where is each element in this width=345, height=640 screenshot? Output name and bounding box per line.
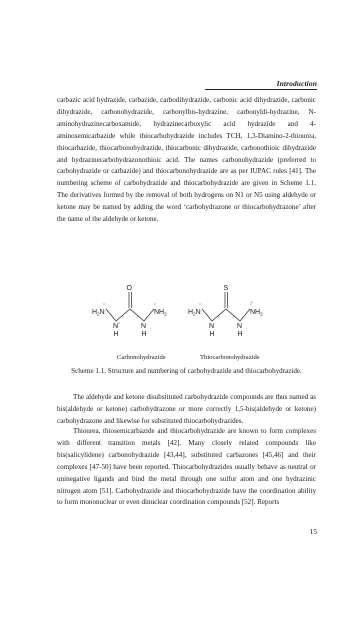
carbonohydrazide-label: Carbonohydrazide <box>117 354 166 361</box>
running-header-title: Introduction <box>276 79 317 88</box>
thiocarbonohydrazide-diagram <box>186 272 266 352</box>
svg-text:H2N: $H_2N$ <box>188 309 201 317</box>
paragraph-complexes: Thiourea, thiosemicarbazide and thiocarbohydrazide are known to form complexes with different transition metals [42]. Many closely related compounds like bis(salicylidene) carbonohydrazide [43,44], substituted carbazones [45,46] and their complexes [47-50] have been reported. Thiocarbohydrazides usually behave as neutral or uninegative ligands and bind the metal through one sulfur atom and one hydrazinic nitrogen atom [51]. Carbohydrazide and thiocarbohydrazide have the coordination ability to form mononuclear or even dinuclear coordination compounds [52]. Reports <box>57 427 316 507</box>
paragraph-disubstituted: The aldehyde and ketone disubstituted carbohydrazide compounds are thus named as bis(aldehyde or ketone) carbohydrazone or more correctly 1,5-bis(aldehyde or ketone) carbohydrazone and likewise for substituted thiocarbohydrazides. <box>57 393 316 425</box>
svg-text:H: H <box>209 331 215 338</box>
svg-text:N: N <box>113 323 119 330</box>
svg-text:H: H <box>141 331 147 338</box>
svg-text:NH2: $NH_2$ <box>250 309 263 317</box>
scheme-caption: Scheme 1.1. Structure and numbering of carbohydrazide and thiocarbohydrazide. <box>71 367 302 375</box>
thiocarbonohydrazide-label: Thiocarbonohydrazide <box>200 354 260 361</box>
svg-text:N: N <box>209 323 215 330</box>
svg-text:H2N: $H_2N$ <box>92 309 105 317</box>
paragraph-names: carbazic acid hydrazide, carbazide, carbodihydrazide, carbonic acid dihydrazide, carbonic dihydrazide, carbonohydrazide, carbonylbis-hydrazine, carbonyldi-hydrazine, N-aminohydrazinecarboxamide, hydrazinecarboxylic acid hydrazide and 4-aminosemicarbazide while thiocarbohydrazide includes TCH, 1,3-Diamino-2-thiourea, thiocarbazide, thiocarbonohydrazide, thiocarbonic dihydrazide, carbonothioic dihydrazide and hydrazinecarbohydrazonothioic acid. The names carbonohydrazide (preferred to carbohydrazide or carbazide) and thiocarbonohydrazide are as per IUPAC rules [41]. The numbering scheme of carbohydrazide and thiocarbohydrazide are given in Scheme 1.1. The derivatives formed by the removal of both hydrogens on N1 or N5 using aldehyde or ketone may be named by adding the word ‘carbohydrazone or thiocarbohydrazone’ after the name of the aldehyde or ketone. <box>57 96 316 224</box>
carbonohydrazide-structure <box>92 272 168 352</box>
page-number: 15 <box>309 527 317 536</box>
svg-text:N: N <box>141 323 147 330</box>
svg-text:H: H <box>237 331 243 338</box>
thiocarbonohydrazide-structure <box>186 272 266 352</box>
sulfur-atom: S <box>223 285 229 292</box>
svg-text:H: H <box>113 331 119 338</box>
svg-text:NH2: $NH_2$ <box>154 309 167 317</box>
header-rule <box>205 89 317 90</box>
oxygen-atom: O <box>126 285 132 292</box>
carbonohydrazide-diagram <box>92 272 168 352</box>
scheme-figure <box>0 272 345 372</box>
svg-text:N: N <box>237 323 243 330</box>
